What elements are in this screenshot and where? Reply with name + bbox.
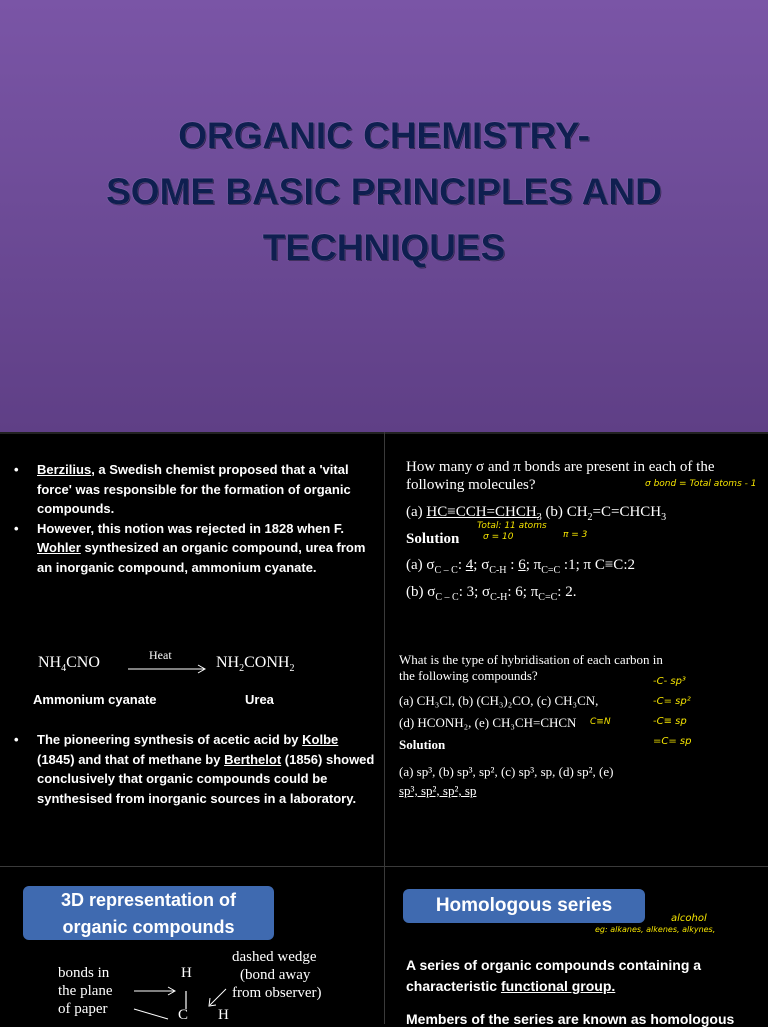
homologous-members: Members of the series are known as homologous <box>406 1011 735 1027</box>
reaction-arrow-icon <box>128 660 208 674</box>
title-line-1: ORGANIC CHEMISTRY- <box>178 115 590 156</box>
title-slide <box>0 0 768 432</box>
note-sigma-bonds: σ bond = Total atoms - 1 <box>645 479 757 489</box>
bullet-kolbe: • The pioneering synthesis of acetic acid by Kolbe (1845) and that of methane by Berthelot (1856) showed conclusively that organic compounds could be synthesised from inorganic sources in a laboratory. <box>14 730 376 808</box>
threed-badge-line1: 3D representation of <box>60 890 237 910</box>
bullet-berzilius <box>14 460 376 519</box>
title-line-3: TECHNIQUES <box>262 227 506 268</box>
molecule-b: $CH_2=C=CHCH_3$ <box>566 504 667 523</box>
question2-line2: (d) HCONH₂, (e) CH₃CH=CHCN <box>399 715 577 730</box>
question2-text: What is the type of hybridisation of each carbon in the following compounds? <box>399 652 663 683</box>
homologous-slide <box>385 867 768 1027</box>
note-cn: C≡N <box>590 717 611 727</box>
plane-label-2: the plane <box>58 983 113 999</box>
threed-badge <box>23 886 274 940</box>
answer2-line2: sp³, sp², sp², sp <box>399 783 477 798</box>
homologous-badge: Homologous series <box>403 889 645 923</box>
note-pi-count: π = 3 <box>563 530 588 540</box>
note-sp3: -C- sp³ <box>653 676 686 687</box>
berzilius-name: Berzilius <box>37 462 92 477</box>
wedge-arrows-icon <box>0 947 384 1024</box>
note-sp-allene: =C= sp <box>653 736 692 747</box>
question2-line1: (a) CH₃Cl, (b) (CH₃)₂CO, (c) CH₃CN, <box>399 693 599 708</box>
product-label: Urea <box>245 692 274 707</box>
plane-label-1: bonds in <box>58 965 110 981</box>
slide-title <box>0 108 768 276</box>
dashed-label-3: from observer) <box>232 985 322 1001</box>
question1-solution-label: Solution <box>406 531 460 547</box>
reactant-formula: $NH_4CNO$ <box>38 654 100 675</box>
molecule-a: $HC\equiv CCH=CHCH_3$ <box>426 504 542 523</box>
answer2 <box>399 762 679 800</box>
wohler-name: Wohler <box>37 540 81 555</box>
bullet2-prefix: However, this notion was rejected in 1828 when F. <box>37 520 345 536</box>
note-sp: -C≡ sp <box>653 716 687 727</box>
question2-solution-label: Solution <box>399 737 446 752</box>
note-alkanes: eg: alkanes, alkenes, alkynes, <box>595 925 716 934</box>
atom-h-right: H <box>218 1007 229 1023</box>
question2-parts <box>399 690 669 734</box>
answer1-b: (b) $\sigma_{C - C}$: 3; $\sigma_{C-H}$: 6; $\pi_{C=C}$: 2. <box>406 584 577 603</box>
kolbe-name: Kolbe <box>302 732 339 747</box>
reaction-condition: Heat <box>149 648 172 662</box>
plane-label-3: of paper <box>58 1001 108 1017</box>
homologous-definition: A series of organic compounds containing a characteristic functional group. <box>406 957 702 994</box>
bullet-wohler <box>14 519 376 578</box>
atom-c: C <box>178 1007 189 1023</box>
questions-slide <box>385 434 768 866</box>
product-formula: $NH_2CONH_2$ <box>216 654 295 675</box>
reactant-label: Ammonium cyanate <box>33 692 157 707</box>
hybridisation-notes <box>653 676 763 756</box>
question1-parts: (a) $HC\equiv CCH=CHCH_3$ (b) $CH_2=C=CHCH_3$ <box>406 504 667 523</box>
answer1-a: (a) $\sigma_{C - C}$: 4; $\sigma_{C-H}$ : 6; $\pi_{C=C}$ :1; π C≡C:2 <box>406 557 635 576</box>
threed-slide <box>0 867 384 1024</box>
threed-badge-line2: organic compounds <box>62 917 235 937</box>
note-sigma-count: σ = 10 <box>483 532 514 542</box>
note-sp2: -C= sp² <box>653 696 691 707</box>
dashed-label-1: dashed wedge <box>232 949 317 965</box>
wedge-diagram <box>0 947 384 1024</box>
history-bullets-2 <box>14 730 376 808</box>
history-slide <box>0 434 384 866</box>
urea-reaction <box>38 650 358 680</box>
berthelot-name: Berthelot <box>224 751 282 767</box>
title-line-2: SOME BASIC PRINCIPLES AND <box>106 171 662 212</box>
question1-text: How many σ and π bonds are present in each of the following molecules? <box>406 459 715 493</box>
note-alcohol: alcohol <box>671 913 707 924</box>
functional-group-term: functional group. <box>500 978 616 994</box>
atom-h-top: H <box>181 965 192 981</box>
bullet2-text: synthesized an organic compound, urea from an inorganic compound, ammonium cyanate. <box>37 540 366 575</box>
dashed-label-2: (bond away <box>240 967 311 983</box>
note-total-atoms: Total: 11 atoms <box>477 521 547 531</box>
history-bullets <box>14 460 376 577</box>
bullet1-text: , a Swedish chemist proposed that a 'vital force' was responsible for the formation of organic compounds. <box>37 462 351 516</box>
answer2-line1: (a) sp³, (b) sp³, sp², (c) sp³, sp, (d) sp², (e) <box>399 764 614 779</box>
